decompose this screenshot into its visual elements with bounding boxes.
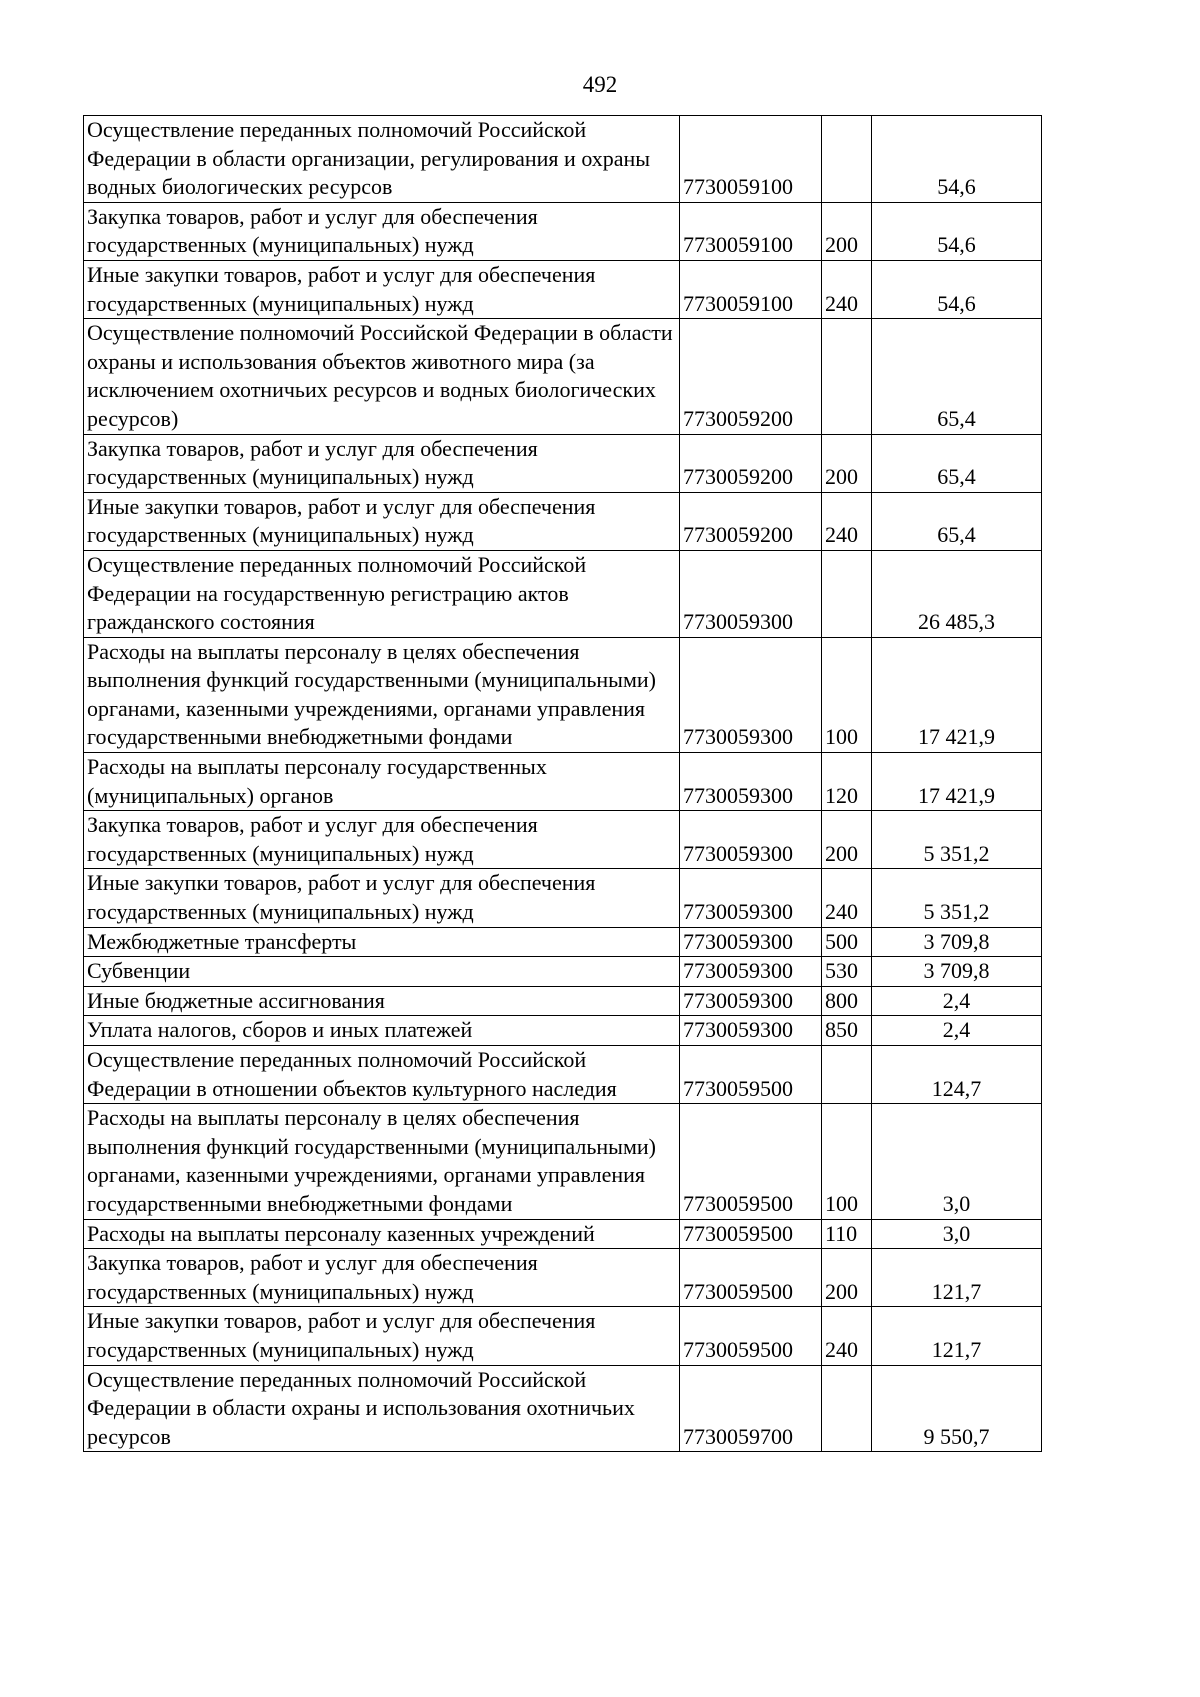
amount: 2,4	[872, 1016, 1042, 1046]
table-row	[84, 753, 1042, 811]
expense-type-code: 500	[822, 927, 872, 957]
amount: 5 351,2	[872, 869, 1042, 927]
expense-name: Межбюджетные трансферты	[84, 927, 680, 957]
table-row	[84, 1219, 1042, 1249]
expense-name: Закупка товаров, работ и услуг для обеспечения государственных (муниципальных) нужд	[84, 1249, 680, 1307]
expense-type-code: 100	[822, 1104, 872, 1219]
target-article-code: 7730059300	[680, 753, 822, 811]
table-row	[84, 1104, 1042, 1219]
expense-name: Иные закупки товаров, работ и услуг для обеспечения государственных (муниципальных) нужд	[84, 260, 680, 318]
expense-name: Осуществление переданных полномочий Российской Федерации на государственную регистрацию актов гражданского состояния	[84, 550, 680, 637]
amount: 3,0	[872, 1104, 1042, 1219]
expense-type-code: 200	[822, 811, 872, 869]
expense-name: Закупка товаров, работ и услуг для обеспечения государственных (муниципальных) нужд	[84, 811, 680, 869]
amount: 124,7	[872, 1046, 1042, 1104]
expense-name: Осуществление переданных полномочий Российской Федерации в области охраны и использования охотничьих ресурсов	[84, 1365, 680, 1452]
expense-type-code: 200	[822, 434, 872, 492]
expense-type-code	[822, 550, 872, 637]
expense-name: Субвенции	[84, 957, 680, 987]
expense-name: Расходы на выплаты персоналу государственных (муниципальных) органов	[84, 753, 680, 811]
target-article-code: 7730059500	[680, 1219, 822, 1249]
target-article-code: 7730059100	[680, 202, 822, 260]
table-row	[84, 1016, 1042, 1046]
expense-type-code: 120	[822, 753, 872, 811]
target-article-code: 7730059200	[680, 492, 822, 550]
table-row	[84, 927, 1042, 957]
target-article-code: 7730059300	[680, 927, 822, 957]
target-article-code: 7730059100	[680, 116, 822, 203]
expense-type-code	[822, 116, 872, 203]
table-row	[84, 1365, 1042, 1452]
expense-type-code: 200	[822, 1249, 872, 1307]
target-article-code: 7730059300	[680, 869, 822, 927]
expense-type-code: 240	[822, 1307, 872, 1365]
expense-type-code: 530	[822, 957, 872, 987]
amount: 3 709,8	[872, 957, 1042, 987]
expense-type-code: 850	[822, 1016, 872, 1046]
budget-table	[83, 115, 1042, 1452]
amount: 121,7	[872, 1307, 1042, 1365]
expense-name: Иные закупки товаров, работ и услуг для обеспечения государственных (муниципальных) нужд	[84, 492, 680, 550]
amount: 65,4	[872, 319, 1042, 434]
expense-type-code	[822, 1046, 872, 1104]
target-article-code: 7730059200	[680, 319, 822, 434]
amount: 2,4	[872, 986, 1042, 1016]
target-article-code: 7730059300	[680, 957, 822, 987]
amount: 3,0	[872, 1219, 1042, 1249]
amount: 54,6	[872, 202, 1042, 260]
expense-type-code: 200	[822, 202, 872, 260]
target-article-code: 7730059500	[680, 1249, 822, 1307]
expense-name: Иные бюджетные ассигнования	[84, 986, 680, 1016]
amount: 54,6	[872, 116, 1042, 203]
table-row	[84, 116, 1042, 203]
page-number: 492	[582, 72, 618, 97]
target-article-code: 7730059100	[680, 260, 822, 318]
amount: 65,4	[872, 492, 1042, 550]
expense-name: Осуществление полномочий Российской Федерации в области охраны и использования объектов животного мира (за исключением охотничьих ресурсов и водных биологических ресурсов)	[84, 319, 680, 434]
expense-name: Осуществление переданных полномочий Российской Федерации в области организации, регулирования и охраны водных биологических ресурсов	[84, 116, 680, 203]
amount: 3 709,8	[872, 927, 1042, 957]
table-row	[84, 260, 1042, 318]
expense-type-code: 240	[822, 869, 872, 927]
expense-name: Иные закупки товаров, работ и услуг для обеспечения государственных (муниципальных) нужд	[84, 869, 680, 927]
target-article-code: 7730059700	[680, 1365, 822, 1452]
target-article-code: 7730059300	[680, 1016, 822, 1046]
table-row	[84, 434, 1042, 492]
table-row	[84, 1249, 1042, 1307]
amount: 26 485,3	[872, 550, 1042, 637]
expense-type-code: 110	[822, 1219, 872, 1249]
expense-name: Осуществление переданных полномочий Российской Федерации в отношении объектов культурного наследия	[84, 1046, 680, 1104]
expense-name: Уплата налогов, сборов и иных платежей	[84, 1016, 680, 1046]
target-article-code: 7730059300	[680, 550, 822, 637]
expense-name: Расходы на выплаты персоналу в целях обеспечения выполнения функций государственными (муниципальными) органами, казенными учреждениями, органами управления государственными внебюджетными фондами	[84, 1104, 680, 1219]
target-article-code: 7730059200	[680, 434, 822, 492]
amount: 17 421,9	[872, 637, 1042, 752]
table-row	[84, 811, 1042, 869]
target-article-code: 7730059300	[680, 811, 822, 869]
target-article-code: 7730059500	[680, 1307, 822, 1365]
amount: 121,7	[872, 1249, 1042, 1307]
table-row	[84, 1046, 1042, 1104]
table-row	[84, 637, 1042, 752]
table-row	[84, 319, 1042, 434]
target-article-code: 7730059300	[680, 637, 822, 752]
target-article-code: 7730059500	[680, 1046, 822, 1104]
budget-table-body	[84, 116, 1042, 1452]
table-row	[84, 492, 1042, 550]
target-article-code: 7730059500	[680, 1104, 822, 1219]
expense-name: Закупка товаров, работ и услуг для обеспечения государственных (муниципальных) нужд	[84, 202, 680, 260]
expense-name: Иные закупки товаров, работ и услуг для обеспечения государственных (муниципальных) нужд	[84, 1307, 680, 1365]
table-row	[84, 957, 1042, 987]
amount: 17 421,9	[872, 753, 1042, 811]
expense-type-code: 240	[822, 492, 872, 550]
expense-name: Расходы на выплаты персоналу в целях обеспечения выполнения функций государственными (муниципальными) органами, казенными учреждениями, органами управления государственными внебюджетными фондами	[84, 637, 680, 752]
table-row	[84, 550, 1042, 637]
expense-name: Расходы на выплаты персоналу казенных учреждений	[84, 1219, 680, 1249]
amount: 9 550,7	[872, 1365, 1042, 1452]
expense-type-code: 240	[822, 260, 872, 318]
expense-type-code: 100	[822, 637, 872, 752]
expense-name: Закупка товаров, работ и услуг для обеспечения государственных (муниципальных) нужд	[84, 434, 680, 492]
table-row	[84, 1307, 1042, 1365]
expense-type-code	[822, 1365, 872, 1452]
amount: 5 351,2	[872, 811, 1042, 869]
amount: 65,4	[872, 434, 1042, 492]
expense-type-code	[822, 319, 872, 434]
amount: 54,6	[872, 260, 1042, 318]
expense-type-code: 800	[822, 986, 872, 1016]
target-article-code: 7730059300	[680, 986, 822, 1016]
table-row	[84, 202, 1042, 260]
table-row	[84, 869, 1042, 927]
table-row	[84, 986, 1042, 1016]
